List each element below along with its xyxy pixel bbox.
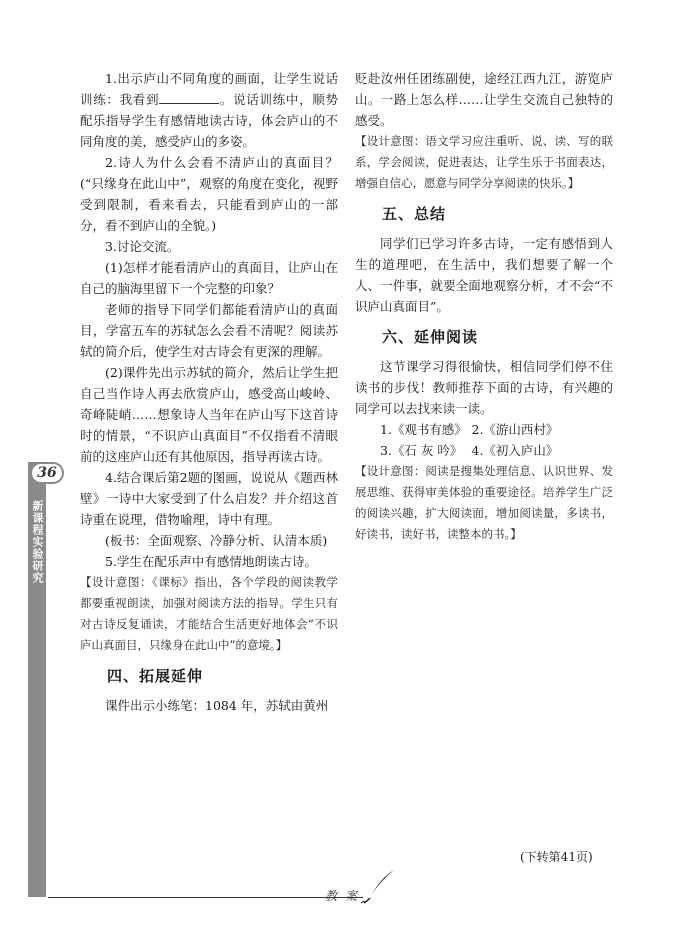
journal-name: 新课程实验研究	[31, 500, 44, 584]
paragraph-4: (1)怎样才能看清庐山的真面目，让庐山在自己的脑海里留下一个完整的印象？	[80, 260, 338, 296]
paragraph-5: 老师的指导下同学们都能看清庐山的真面目，学富五车的苏轼怎么会看不清呢？阅读苏轼的简介后，使学生对古诗会有更深的理解。	[80, 302, 338, 359]
paragraph-6: (2)课件先出示苏轼的简介，然后让学生把自己当作诗人再去欣赏庐山，感受高山峻岭、奇峰陡峭……想象诗人当年在庐山写下这首诗时的情景，“不识庐山真面目”不仅指看不清眼前的这座庐山还有其他原因，指导再读古诗。	[80, 365, 338, 464]
quill-pen-icon	[360, 868, 400, 904]
reading-item-3: 3.《石 灰 吟》	[380, 443, 463, 458]
design-note-3	[355, 461, 613, 545]
design-note-1-text: 【设计意图：《课标》指出，各个学段的阅读教学都要重视朗读，加强对阅读方法的指导。学生只有对古诗反复诵读，才能结合生活更好地体会“不识庐山真面目，只缘身在此山中”的意境。】	[80, 575, 338, 652]
paragraph-9: 5.学生在配乐声中有感情地朗读古诗。	[105, 554, 317, 569]
right-column	[355, 68, 613, 545]
paragraph-2: 2.诗人为什么会看不清庐山的真面目？(“只缘身在此山中”，观察的角度在变化，视野受到限制，看来看去，只能看到庐山的一部分，看不到庐山的全貌。)	[80, 155, 338, 233]
journal-name-vertical	[15, 500, 45, 624]
footer-rule	[48, 897, 363, 898]
reading-list	[380, 419, 563, 461]
reading-item-4: 4.《初入庐山》	[471, 443, 559, 458]
reading-item-2: 2.《游山西村》	[471, 422, 559, 437]
continued-note: (下转第41页)	[520, 850, 593, 864]
journal-issue: 二〇一三年 第六期	[15, 514, 28, 624]
paragraph-r1: 贬赴汝州任团练副使，途经江西九江，游览庐山。一路上怎么样……让学生交流自己独特的感受。	[355, 71, 613, 128]
paragraph-r2: 同学们已学习许多古诗，一定有感悟到人生的道理吧，在生活中，我们想要了解一个人、一件事，就要全面地观察分析，才不会“不识庐山真面目”。	[355, 236, 613, 314]
section-heading-4: 四、拓展延伸	[107, 667, 204, 685]
paragraph-8: (板书：全面观察、冷静分析、认清本质)	[105, 533, 328, 548]
design-note-1	[80, 572, 338, 656]
section-heading-5: 五、总结	[382, 205, 447, 223]
design-note-2-text: 【设计意图：语文学习应注重听、说、读、写的联系，学会阅读，促进表达，让学生乐于书面表达，增强自信心，愿意与同学分享阅读的快乐。】	[355, 134, 613, 190]
design-note-3-text: 【设计意图：阅读是搜集处理信息、认识世界、发展思维、获得审美体验的重要途径。培养学生广泛的阅读兴趣，扩大阅读面，增加阅读量，多读书，好读书，读好书，读整本的书。】	[355, 464, 613, 541]
design-note-2	[355, 131, 613, 194]
paragraph-1-text: 1.出示庐山不同角度的画面，让学生说话训练：我看到	[80, 71, 338, 107]
paragraph-r3: 这节课学习得很愉快，相信同学们停不住读书的步伐！教师推荐下面的古诗，有兴趣的同学可以去找来读一读。	[355, 359, 613, 416]
left-column	[80, 68, 338, 716]
paragraph-7: 4.结合课后第2题的图画，说说从《题西林壁》一诗中大家受到了什么启发？并介绍这首诗重在说理，借物喻理，诗中有理。	[80, 470, 338, 527]
paragraph-1-text-after: 。说话训练中，顺势配乐指导学生有感情地读古诗，体会庐山的不同角度的美，感受庐山的多姿。	[80, 92, 338, 149]
paragraph-3: 3.讨论交流。	[105, 239, 180, 254]
reading-item-1: 1.《观书有感》	[380, 422, 467, 437]
section-heading-6: 六、延伸阅读	[382, 328, 479, 346]
footer-label: 教案	[325, 889, 366, 903]
fill-in-blank	[159, 89, 219, 104]
paragraph-1	[80, 68, 338, 152]
page-number: 36	[30, 462, 64, 484]
paragraph-10: 课件出示小练笔：1084 年，苏轼由黄州	[105, 698, 329, 713]
